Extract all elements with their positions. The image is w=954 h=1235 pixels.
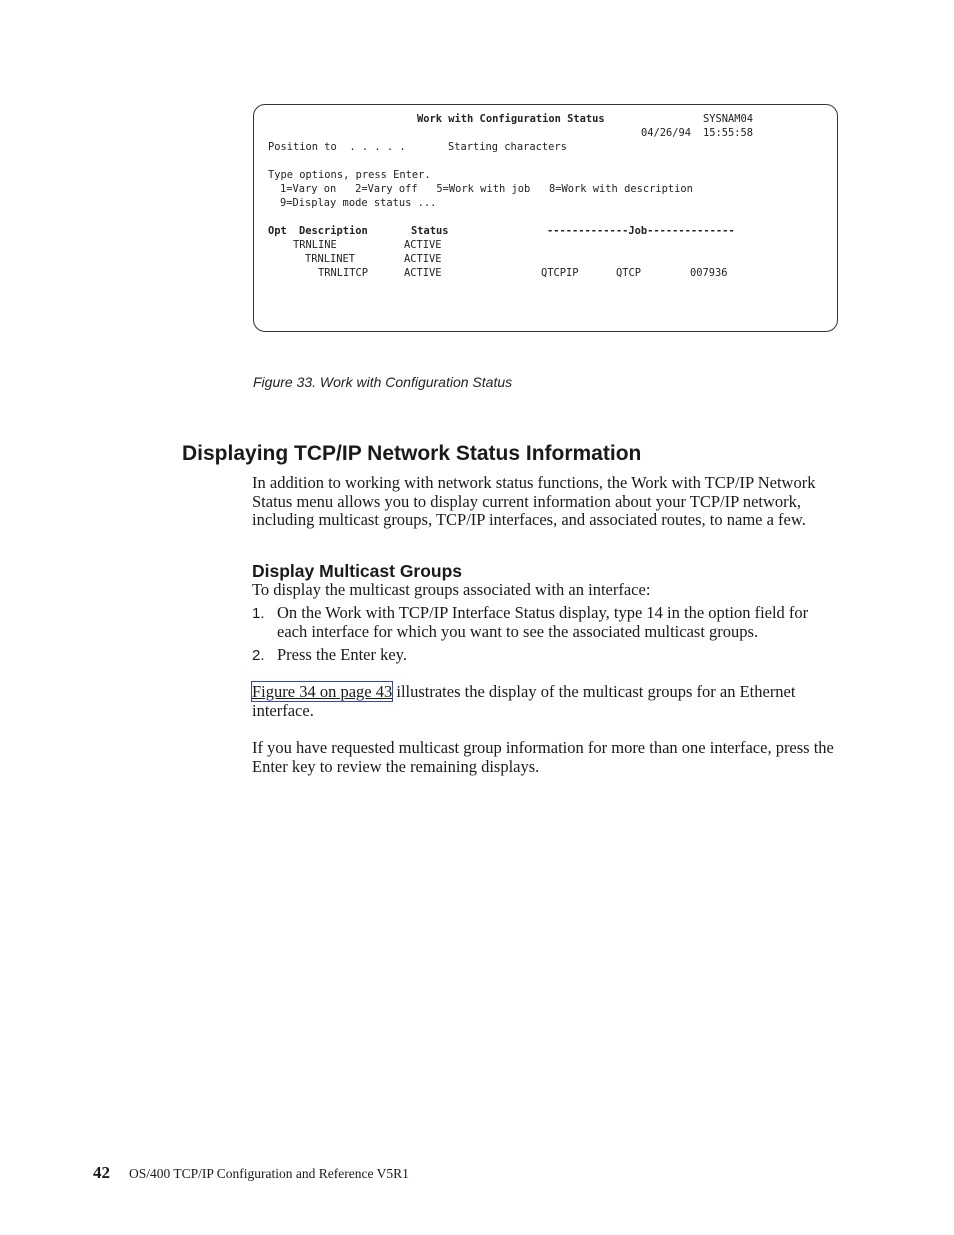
row-status: ACTIVE: [404, 239, 442, 251]
row-job-user: QTCP: [616, 267, 642, 279]
intro-paragraph: In addition to working with network status functions, the Work with TCP/IP Network Status menu allows you to display current information about your TCP/IP network, including multicast groups, TCP/IP interfaces, and associated routes, to name a few.: [252, 473, 816, 530]
closing-paragraph: If you have requested multicast group information for more than one interface, press the Enter key to review the remaining displays.: [252, 738, 834, 776]
screen-time: 15:55:58: [703, 127, 754, 139]
screen-title: Work with Configuration Status: [417, 113, 605, 125]
column-header-job: -------------Job--------------: [547, 225, 735, 237]
step-number: 2.: [252, 647, 265, 664]
row-status: ACTIVE: [404, 253, 442, 265]
subsection-heading: Display Multicast Groups: [252, 561, 463, 581]
instructions-text: Type options, press Enter.: [268, 169, 431, 181]
options-line-1: 1=Vary on 2=Vary off 5=Work with job 8=Work with description: [280, 183, 693, 195]
step-text: On the Work with TCP/IP Interface Status display, type 14 in the option field for each interface for which you want to see the associated multicast groups.: [277, 603, 809, 641]
step-text: Press the Enter key.: [277, 645, 407, 664]
step-number: 1.: [252, 605, 265, 622]
column-header-description: Description: [299, 225, 368, 237]
xref-paragraph: [252, 683, 837, 720]
screen-date: 04/26/94: [641, 127, 692, 139]
options-line-2: 9=Display mode status ...: [280, 197, 437, 209]
position-to-label: Position to . . . . .: [268, 141, 406, 153]
row-description: TRNLINET: [305, 253, 356, 265]
row-job-name: QTCPIP: [541, 267, 579, 279]
section-heading: Displaying TCP/IP Network Status Information: [182, 442, 642, 465]
figure-caption: Figure 33. Work with Configuration Status: [253, 374, 513, 390]
row-status: ACTIVE: [404, 267, 442, 279]
row-description: TRNLITCP: [318, 267, 369, 279]
page-number: 42: [93, 1163, 110, 1182]
subsection-intro: To display the multicast groups associated with an interface:: [252, 580, 651, 599]
xref-paragraph-text: illustrates the display of the multicast groups for an Ethernet interface.: [252, 682, 796, 720]
position-to-input[interactable]: Starting characters: [448, 141, 567, 153]
figure-34-link[interactable]: Figure 34 on page 43: [252, 682, 393, 701]
column-header-status: Status: [411, 225, 449, 237]
column-header-opt: Opt: [268, 225, 287, 237]
row-description: TRNLINE: [293, 239, 337, 251]
footer-book-title: OS/400 TCP/IP Configuration and Reference V5R1: [129, 1166, 409, 1181]
system-name: SYSNAM04: [703, 113, 754, 125]
row-job-number: 007936: [690, 267, 728, 279]
